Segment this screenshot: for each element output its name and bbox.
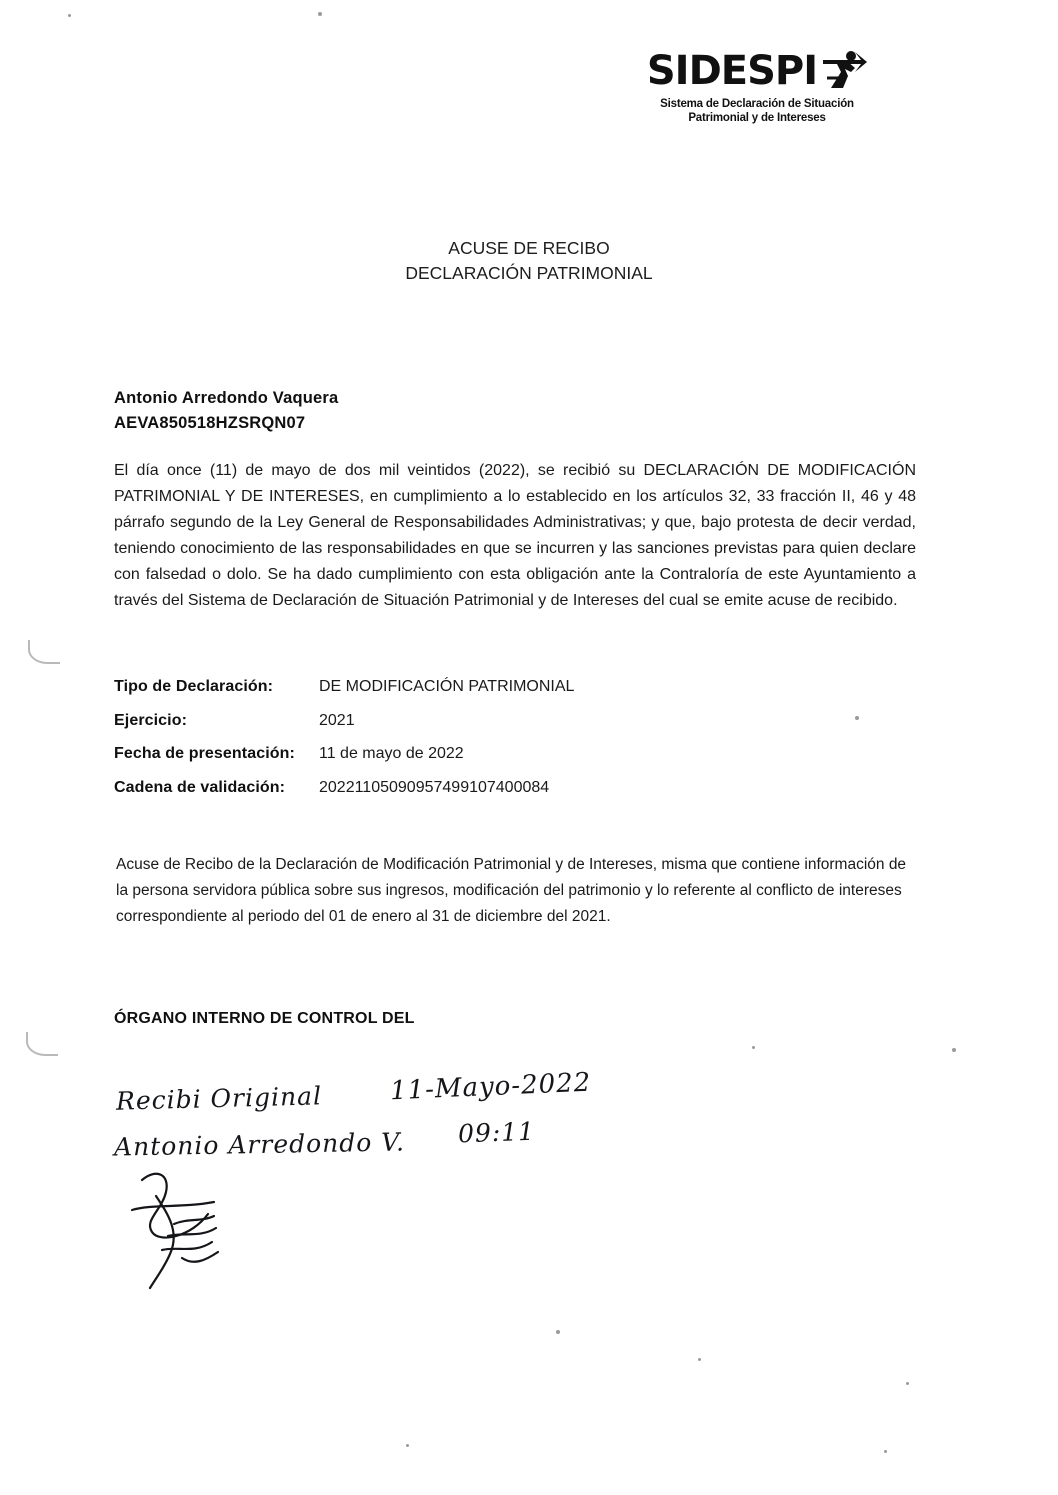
detail-value: 11 de mayo de 2022 (319, 745, 464, 763)
handwritten-line-1: Recibi Original (115, 1081, 323, 1116)
page-curl-mark (28, 640, 60, 664)
title-line-1: ACUSE DE RECIBO (448, 238, 610, 258)
logo-wordmark: SIDESPI (646, 48, 818, 94)
handwritten-date: 11-Mayo-2022 (389, 1067, 592, 1107)
detail-value: 20221105090957499107400084 (319, 778, 550, 796)
internal-control-heading: ÓRGANO INTERNO DE CONTROL DEL (114, 1010, 415, 1027)
scan-speck (752, 1046, 755, 1049)
declarant-name: Antonio Arredondo Vaquera (114, 389, 339, 407)
signature-icon (122, 1162, 302, 1292)
scan-speck (68, 14, 71, 17)
note-paragraph: Acuse de Recibo de la Declaración de Modificación Patrimonial y de Intereses, misma que contiene información de la persona servidora pública sobre sus ingresos, modificación del patrimonio y lo referente al conflicto de intereses correspondiente al periodo del 01 de enero al 31 de diciembre del 2021. (116, 856, 907, 926)
scan-speck (406, 1444, 409, 1447)
detail-label: Cadena de validación: (114, 778, 286, 796)
title-line-2: DECLARACIÓN PATRIMONIAL (405, 263, 653, 284)
scan-speck (884, 1450, 887, 1453)
handwritten-line-2: Antonio Arredondo V. (113, 1127, 406, 1162)
scan-speck (556, 1330, 560, 1334)
logo-subtitle-line2: Patrimonial y de Intereses (688, 112, 826, 125)
detail-label: Fecha de presentación: (114, 745, 295, 763)
handwritten-time: 09:11 (457, 1116, 536, 1149)
running-person-arrow-icon (821, 48, 867, 94)
detail-value: 2021 (319, 711, 355, 729)
detail-label: Tipo de Declaración: (114, 678, 274, 695)
page-title (0, 236, 1058, 287)
scan-speck (952, 1048, 956, 1052)
detail-value: DE MODIFICACIÓN PATRIMONIAL (319, 678, 575, 695)
declarant-curp: AEVA850518HZSRQN07 (114, 414, 306, 433)
detail-row (114, 745, 874, 763)
logo-subtitle-line1: Sistema de Declaración de Situación (660, 98, 854, 110)
detail-label: Ejercicio: (114, 711, 188, 729)
page-curl-mark (26, 1032, 58, 1056)
declaration-details (114, 678, 874, 812)
scan-speck (906, 1382, 909, 1385)
handwritten-annotation (108, 1067, 728, 1290)
detail-row (114, 779, 874, 797)
main-paragraph: El día once (11) de mayo de dos mil veintidos (2022), se recibió su DECLARACIÓN DE MODIFICACIÓN PATRIMONIAL Y DE INTERESES, en cumplimiento a lo establecido en los artículos 32, 33 fracción II, 46 y 48 párrafo segundo de la Ley General de Responsabilidades Administrativas; y que, bajo protesta de decir verdad, teniendo conocimiento de las responsabilidades en que se incurren y las sanciones previstas para quien declare con falsedad o dolo. Se ha dado cumplimiento con esta obligación ante la Contraloría de este Ayuntamiento a través del Sistema de Declaración de Situación Patrimonial y de Intereses del cual se emite acuse de recibido. (114, 462, 916, 609)
scan-speck (318, 12, 322, 16)
scan-speck (698, 1358, 701, 1361)
detail-row (114, 712, 874, 730)
sidespi-logo (632, 48, 882, 126)
detail-row (114, 678, 874, 696)
declarant-block (114, 386, 338, 436)
